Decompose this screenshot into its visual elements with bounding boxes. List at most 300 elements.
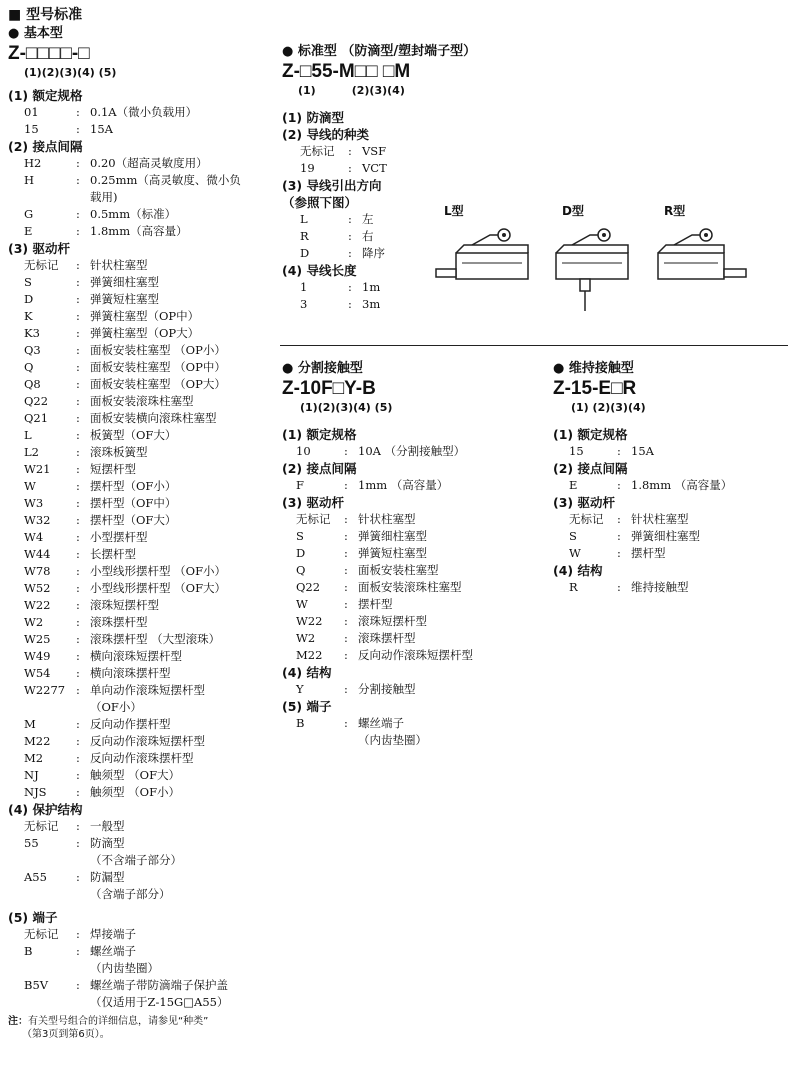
figure-r-type	[654, 202, 754, 303]
spec-colon: :	[344, 444, 348, 458]
spec-value: 小型摆杆型	[90, 530, 148, 544]
spec-code: H	[24, 173, 35, 187]
spec-row	[553, 528, 783, 545]
figure-r-label: R型	[664, 204, 686, 218]
spec-colon: :	[76, 615, 80, 629]
spec-value: 摆杆型	[631, 546, 666, 560]
spec-value: 面板安装滚珠柱塞型	[358, 580, 462, 594]
spec-code: W54	[24, 666, 51, 680]
spec-code: W52	[24, 581, 51, 595]
spec-colon: :	[344, 580, 348, 594]
spec-value: 1.8mm（高容量）	[90, 224, 188, 238]
spec-row	[8, 631, 278, 648]
spec-colon: :	[617, 580, 621, 594]
spec-colon: :	[76, 530, 80, 544]
switch-lead-down-icon	[552, 219, 632, 319]
spec-colon: :	[617, 529, 621, 543]
spec-value: 螺丝端子带防滴端子保护盖	[90, 978, 228, 992]
figure-d-type	[552, 202, 632, 323]
spec-code: E	[569, 478, 578, 492]
spec-row	[8, 376, 278, 393]
split-section-rating: (1) 额定规格	[282, 427, 357, 442]
spec-value: 弹簧细柱塞型	[358, 529, 427, 543]
spec-colon: :	[348, 246, 352, 260]
spec-row	[8, 274, 278, 291]
spec-code: W	[296, 597, 308, 611]
spec-colon: :	[76, 581, 80, 595]
spec-row	[553, 443, 783, 460]
standard-type-title: ● 标准型 （防滴型/塑封端子型）	[282, 44, 477, 59]
spec-value-continued: （OF小）	[90, 700, 142, 714]
spec-colon: :	[76, 224, 80, 238]
split-section-terminal: (5) 端子	[282, 699, 332, 714]
basic-section-protection: (4) 保护结构	[8, 802, 83, 817]
spec-code: 1	[300, 280, 308, 294]
spec-code: 无标记	[569, 512, 604, 526]
spec-value-continued: （不含端子部分）	[90, 853, 182, 867]
spec-value: 焊接端子	[90, 927, 136, 941]
spec-row	[8, 257, 278, 274]
standard-code-1: (1)	[298, 84, 316, 97]
spec-code: S	[569, 529, 577, 543]
spec-colon: :	[76, 173, 80, 187]
spec-colon: :	[344, 682, 348, 696]
spec-code: W4	[24, 530, 44, 544]
spec-value: 面板安装横向滚珠柱塞型	[90, 411, 217, 425]
spec-row	[8, 750, 278, 767]
spec-value: 螺丝端子	[90, 944, 136, 958]
spec-list	[8, 155, 278, 240]
spec-code: 无标记	[24, 927, 59, 941]
spec-value: 弹簧短柱塞型	[90, 292, 159, 306]
spec-value-continued: 载用)	[90, 190, 118, 204]
spec-list	[553, 443, 783, 460]
spec-colon: :	[344, 648, 348, 662]
spec-value: 面板安装滚珠柱塞型	[90, 394, 194, 408]
spec-code: W	[24, 479, 36, 493]
standard-section-dripproof: (1) 防滴型	[282, 110, 344, 125]
spec-list	[553, 477, 783, 494]
spec-row	[8, 943, 278, 960]
split-model-code: Z-10F□Y-B	[282, 378, 376, 399]
spec-value: 弹簧柱塞型（OP大）	[90, 326, 200, 340]
spec-code: 15	[24, 122, 39, 136]
spec-row	[8, 767, 278, 784]
spec-row	[8, 733, 278, 750]
spec-code: Q	[24, 360, 34, 374]
maintained-section-structure: (4) 结构	[553, 563, 603, 578]
spec-row	[8, 444, 278, 461]
spec-value: 弹簧短柱塞型	[358, 546, 427, 560]
spec-colon: :	[76, 411, 80, 425]
spec-code: W25	[24, 632, 51, 646]
spec-row	[8, 206, 278, 223]
spec-code: 无标记	[300, 144, 335, 158]
spec-colon: :	[76, 343, 80, 357]
spec-value: 小型线形摆杆型 （OF大）	[90, 581, 227, 595]
spec-row	[282, 477, 542, 494]
spec-code: Q22	[24, 394, 49, 408]
spec-code: W32	[24, 513, 51, 527]
spec-colon: :	[76, 819, 80, 833]
spec-row	[8, 977, 278, 994]
spec-value: 10A （分割接触型）	[358, 444, 466, 458]
spec-value: 针状柱塞型	[358, 512, 416, 526]
spec-value: 单向动作滚珠短摆杆型	[90, 683, 205, 697]
spec-colon: :	[76, 547, 80, 561]
spec-code: W49	[24, 649, 51, 663]
spec-row	[553, 579, 783, 596]
standard-code-234: (2)(3)(4)	[351, 84, 405, 97]
maintained-section-contact-gap: (2) 接点间隔	[553, 461, 628, 476]
spec-code: M22	[24, 734, 51, 748]
spec-colon: :	[344, 478, 348, 492]
spec-code: W44	[24, 547, 51, 561]
spec-row	[282, 160, 482, 177]
spec-row	[282, 647, 542, 664]
spec-value: 防漏型	[90, 870, 125, 884]
basic-section-rating: (1) 额定规格	[8, 88, 83, 103]
spec-colon: :	[76, 292, 80, 306]
spec-value-continued: （内齿垫圈）	[90, 961, 159, 975]
spec-colon: :	[344, 512, 348, 526]
spec-row	[553, 511, 783, 528]
spec-row	[553, 545, 783, 562]
basic-section-actuator: (3) 驱动杆	[8, 241, 70, 256]
spec-value-continued: （含端子部分）	[90, 887, 171, 901]
spec-code: D	[24, 292, 34, 306]
spec-value: 弹簧柱塞型（OP中）	[90, 309, 200, 323]
spec-code: D	[296, 546, 306, 560]
spec-row	[8, 546, 278, 563]
spec-row	[8, 597, 278, 614]
spec-colon: :	[617, 546, 621, 560]
spec-colon: :	[76, 632, 80, 646]
spec-value: 降序	[362, 246, 385, 260]
spec-code: W3	[24, 496, 44, 510]
spec-colon: :	[76, 445, 80, 459]
basic-section-terminal: (5) 端子	[8, 910, 58, 925]
split-section-actuator: (3) 驱动杆	[282, 495, 344, 510]
spec-row	[553, 477, 783, 494]
spec-value: 针状柱塞型	[631, 512, 689, 526]
basic-type-title: ● 基本型	[8, 26, 63, 41]
spec-value: 1mm （高容量）	[358, 478, 449, 492]
spec-value: 滚珠板簧型	[90, 445, 148, 459]
spec-colon: :	[76, 683, 80, 697]
spec-colon: :	[76, 377, 80, 391]
spec-row	[8, 682, 278, 699]
split-section-structure: (4) 结构	[282, 665, 332, 680]
spec-colon: :	[76, 870, 80, 884]
spec-code: W22	[24, 598, 51, 612]
spec-colon: :	[344, 716, 348, 730]
spec-value: VSF	[362, 144, 387, 158]
spec-list	[282, 443, 542, 460]
spec-row	[282, 528, 542, 545]
spec-code: L	[24, 428, 32, 442]
spec-code: 10	[296, 444, 311, 458]
spec-code: Q	[296, 563, 306, 577]
spec-row	[282, 562, 542, 579]
spec-code: S	[24, 275, 32, 289]
standard-section-lead-direction: (3) 导线引出方向	[282, 178, 382, 193]
spec-colon: :	[348, 297, 352, 311]
spec-colon: :	[344, 546, 348, 560]
spec-row	[8, 172, 278, 189]
figure-d-label: D型	[562, 204, 584, 218]
switch-lead-left-icon	[432, 219, 532, 299]
spec-colon: :	[76, 717, 80, 731]
spec-value: 0.20（超高灵敏度用）	[90, 156, 208, 170]
spec-code: R	[569, 580, 578, 594]
spec-colon: :	[344, 597, 348, 611]
spec-value: VCT	[362, 161, 387, 175]
spec-colon: :	[76, 496, 80, 510]
spec-value: 面板安装柱塞型	[358, 563, 439, 577]
spec-colon: :	[76, 156, 80, 170]
spec-code: 01	[24, 105, 39, 119]
spec-colon: :	[76, 462, 80, 476]
spec-colon: :	[76, 734, 80, 748]
switch-lead-right-icon	[654, 219, 754, 299]
spec-value: 触须型 （OF小）	[90, 785, 181, 799]
spec-colon: :	[76, 666, 80, 680]
spec-row	[8, 308, 278, 325]
spec-colon: :	[348, 161, 352, 175]
spec-code: S	[296, 529, 304, 543]
spec-code: B	[296, 716, 305, 730]
spec-colon: :	[348, 280, 352, 294]
figure-l-label: L型	[444, 204, 464, 218]
spec-code: 15	[569, 444, 584, 458]
footnote-line2: （第3页到第6页）。	[22, 1029, 110, 1040]
spec-value: 短摆杆型	[90, 462, 136, 476]
spec-row	[282, 443, 542, 460]
spec-value: 横向滚珠短摆杆型	[90, 649, 182, 663]
spec-row	[8, 359, 278, 376]
spec-code: A55	[24, 870, 47, 884]
spec-list	[282, 477, 542, 494]
standard-model-code: Z-□55-M□□ □M	[282, 61, 411, 82]
spec-code: W2	[24, 615, 44, 629]
spec-list	[553, 579, 783, 596]
spec-code: Q22	[296, 580, 321, 594]
maintained-model-code: Z-15-E□R	[553, 378, 637, 399]
spec-code: L	[300, 212, 308, 226]
footnote-label: 注：	[8, 1016, 28, 1027]
spec-colon: :	[344, 614, 348, 628]
maintained-type-title: ● 维持接触型	[553, 361, 634, 376]
spec-value: 弹簧细柱塞型	[631, 529, 700, 543]
spec-value-continued: （仅适用于Z-15G□A55）	[90, 995, 229, 1009]
standard-section-wire-type: (2) 导线的种类	[282, 127, 369, 142]
spec-row	[8, 614, 278, 631]
spec-colon: :	[76, 751, 80, 765]
maintained-section-rating: (1) 额定规格	[553, 427, 628, 442]
spec-list	[8, 104, 278, 138]
spec-code: K3	[24, 326, 40, 340]
spec-colon: :	[348, 212, 352, 226]
spec-row	[282, 511, 542, 528]
split-type-title: ● 分割接触型	[282, 361, 363, 376]
spec-value: 摆杆型	[358, 597, 393, 611]
spec-colon: :	[76, 836, 80, 850]
spec-code: B	[24, 944, 33, 958]
spec-value: 小型线形摆杆型 （OF小）	[90, 564, 227, 578]
spec-colon: :	[76, 394, 80, 408]
spec-code: W2	[296, 631, 316, 645]
basic-type-column	[8, 22, 278, 1041]
spec-list	[282, 681, 542, 698]
standard-section-lead-direction-ref: （参照下图）	[282, 195, 358, 210]
spec-value: 摆杆型（OF大）	[90, 513, 177, 527]
basic-code-legend: (1)(2)(3)(4) (5)	[24, 66, 117, 79]
page-title: ■ 型号标准	[8, 7, 83, 23]
spec-colon: :	[76, 785, 80, 799]
spec-row	[8, 155, 278, 172]
spec-value: 滚珠摆杆型 （大型滚珠）	[90, 632, 221, 646]
spec-colon: :	[76, 944, 80, 958]
spec-row	[8, 665, 278, 682]
spec-row	[8, 495, 278, 512]
spec-value: 0.1A（微小负载用）	[90, 105, 198, 119]
section-divider	[280, 345, 788, 346]
spec-colon: :	[617, 444, 621, 458]
spec-value: 滚珠短摆杆型	[358, 614, 427, 628]
spec-value: 右	[362, 229, 374, 243]
spec-code: M	[24, 717, 36, 731]
spec-value: 摆杆型（OF小）	[90, 479, 177, 493]
spec-code: W	[569, 546, 581, 560]
spec-value: 反向动作摆杆型	[90, 717, 171, 731]
spec-value: 面板安装柱塞型 （OP大）	[90, 377, 226, 391]
spec-list	[282, 715, 542, 749]
spec-colon: :	[348, 229, 352, 243]
spec-code: W78	[24, 564, 51, 578]
spec-code: W22	[296, 614, 323, 628]
spec-list	[8, 818, 278, 903]
spec-row	[8, 580, 278, 597]
spec-code: Q8	[24, 377, 41, 391]
spec-row	[282, 715, 542, 732]
spec-colon: :	[348, 144, 352, 158]
spec-list	[282, 511, 542, 664]
spec-code: B5V	[24, 978, 49, 992]
spec-value: 分割接触型	[358, 682, 416, 696]
spec-code: G	[24, 207, 34, 221]
spec-colon: :	[76, 564, 80, 578]
spec-row	[8, 342, 278, 359]
spec-value: 反向动作滚珠摆杆型	[90, 751, 194, 765]
spec-colon: :	[344, 563, 348, 577]
spec-colon: :	[76, 428, 80, 442]
spec-code: Q21	[24, 411, 49, 425]
spec-row	[8, 478, 278, 495]
spec-code: L2	[24, 445, 39, 459]
split-code-legend: (1)(2)(3)(4) (5)	[300, 401, 393, 414]
spec-value: 滚珠摆杆型	[90, 615, 148, 629]
spec-colon: :	[76, 258, 80, 272]
spec-code: H2	[24, 156, 42, 170]
spec-code: E	[24, 224, 33, 238]
basic-section-contact-gap: (2) 接点间隔	[8, 139, 83, 154]
standard-code-legend	[282, 84, 482, 97]
spec-code: NJ	[24, 768, 39, 782]
spec-code: F	[296, 478, 304, 492]
spec-row	[8, 121, 278, 138]
standard-section-wire-length: (4) 导线长度	[282, 263, 357, 278]
spec-row	[8, 818, 278, 835]
spec-value: 反向动作滚珠短摆杆型	[358, 648, 473, 662]
spec-value: 15A	[90, 122, 113, 136]
footnote	[8, 1015, 278, 1028]
spec-row	[8, 410, 278, 427]
spec-value: 一般型	[90, 819, 125, 833]
spec-colon: :	[617, 478, 621, 492]
spec-colon: :	[344, 631, 348, 645]
split-section-contact-gap: (2) 接点间隔	[282, 461, 357, 476]
spec-code: NJS	[24, 785, 47, 799]
spec-colon: :	[76, 479, 80, 493]
spec-value: 防滴型	[90, 836, 125, 850]
spec-row	[282, 545, 542, 562]
spec-code: W21	[24, 462, 51, 476]
spec-value: 维持接触型	[631, 580, 689, 594]
spec-row	[8, 529, 278, 546]
spec-value: 15A	[631, 444, 654, 458]
spec-value: 反向动作滚珠短摆杆型	[90, 734, 205, 748]
spec-row	[282, 681, 542, 698]
spec-colon: :	[76, 513, 80, 527]
spec-row	[8, 926, 278, 943]
basic-model-code: Z-□□□□-□	[8, 43, 90, 64]
spec-row	[282, 613, 542, 630]
maintained-code-legend: (1) (2)(3)(4)	[571, 401, 646, 414]
spec-row	[8, 784, 278, 801]
footnote-line1: 有关型号组合的详细信息，请参见“种类”	[28, 1016, 209, 1027]
spec-colon: :	[76, 598, 80, 612]
figure-l-type	[432, 202, 532, 303]
spec-colon: :	[76, 768, 80, 782]
spec-row	[8, 104, 278, 121]
spec-code: M22	[296, 648, 323, 662]
spec-list	[553, 511, 783, 562]
spec-colon: :	[76, 978, 80, 992]
spec-row	[282, 143, 482, 160]
spec-row	[8, 325, 278, 342]
spec-value: 3m	[362, 297, 381, 311]
spec-colon: :	[344, 529, 348, 543]
spec-colon: :	[76, 122, 80, 136]
spec-value: 0.25mm（高灵敏度、微小负	[90, 173, 241, 187]
spec-row	[8, 512, 278, 529]
spec-value: 横向滚珠摆杆型	[90, 666, 171, 680]
maintained-section-actuator: (3) 驱动杆	[553, 495, 615, 510]
spec-value: 滚珠摆杆型	[358, 631, 416, 645]
spec-value: 长摆杆型	[90, 547, 136, 561]
spec-value: 左	[362, 212, 374, 226]
spec-row	[282, 579, 542, 596]
spec-value: 板簧型（OF大）	[90, 428, 177, 442]
spec-code: 无标记	[24, 258, 59, 272]
spec-value: 触须型 （OF大）	[90, 768, 181, 782]
spec-value: 面板安装柱塞型 （OP中）	[90, 360, 226, 374]
spec-row	[282, 596, 542, 613]
spec-colon: :	[617, 512, 621, 526]
spec-row	[8, 427, 278, 444]
spec-code: Y	[296, 682, 304, 696]
